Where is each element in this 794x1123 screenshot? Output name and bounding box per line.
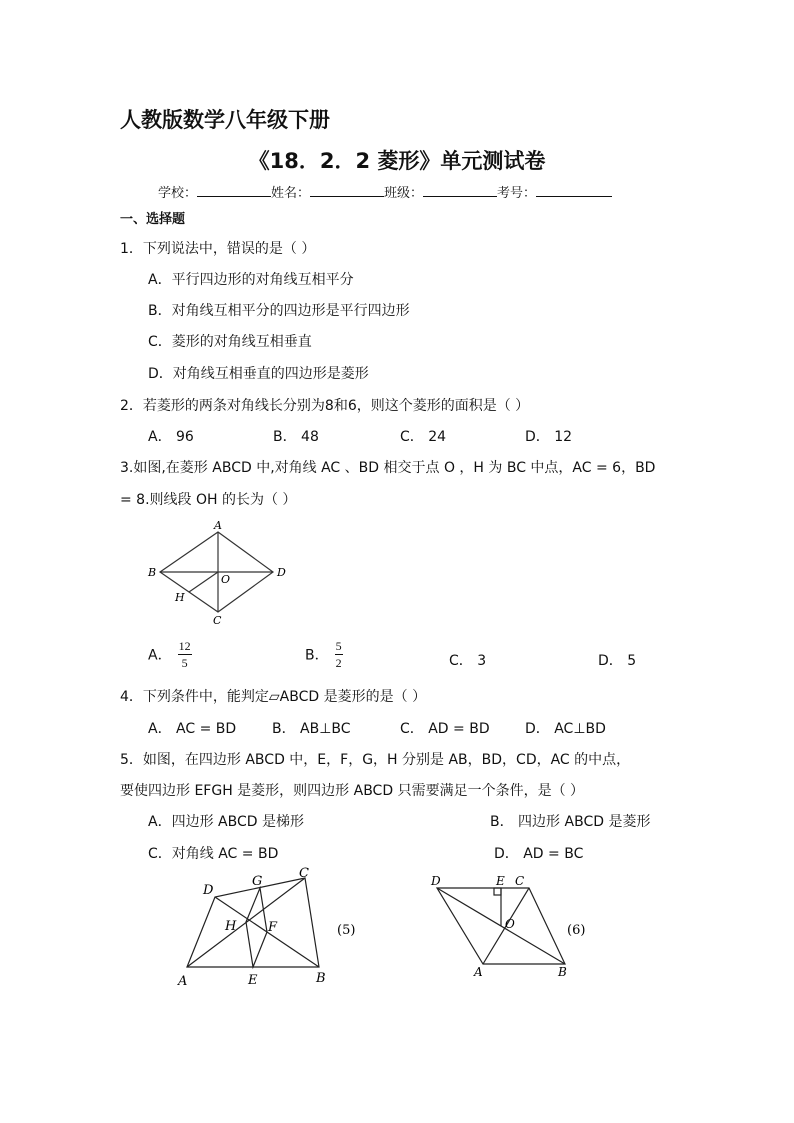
class-label: 班级： <box>384 186 424 201</box>
q3-stem-line1: 3.如图,在菱形 ABCD 中,对角线 AC 、BD 相交于点 O ，H 为 BC 中点，AC = 6，BD <box>120 460 656 476</box>
fig5-label-g: G <box>252 874 263 889</box>
q4-option-d: D． AC⊥BD <box>525 721 606 737</box>
q2-option-a: A． 96 <box>148 429 194 445</box>
fig6-label-c: C <box>515 874 525 888</box>
q1-option-a: A．平行四边形的对角线互相平分 <box>148 272 354 288</box>
q3-segment-oh <box>189 572 218 592</box>
q3-option-b-denominator: 2 <box>335 656 342 670</box>
school-label: 学校： <box>158 186 198 201</box>
fig6-label-a: A <box>474 965 483 979</box>
figure-5-quadrilateral <box>170 864 370 992</box>
q3-figure-rhombus <box>140 515 300 631</box>
q4-option-c: C． AD = BD <box>400 721 490 737</box>
fig5-label-f: F <box>268 920 278 935</box>
exam-no-label: 考号： <box>497 186 537 201</box>
q5-stem-line2: 要使四边形 EFGH 是菱形，则四边形 ABCD 只需要满足一个条件，是（ ） <box>120 783 585 799</box>
q3-option-a-numerator: 12 <box>178 639 191 653</box>
fig6-right-angle-mark <box>494 888 501 895</box>
fig5-label-c: C <box>299 866 309 881</box>
q3-label-b: B <box>148 566 157 579</box>
q4-option-b: B． AB⊥BC <box>272 721 351 737</box>
q2-option-b: B． 48 <box>273 429 319 445</box>
fig5-label-d: D <box>203 883 214 898</box>
student-info-row <box>158 182 612 201</box>
q3-label-h: H <box>175 591 185 604</box>
exam-no-blank <box>536 184 612 197</box>
fig6-label-b: B <box>558 965 567 979</box>
figure-6-rhombus <box>425 872 600 982</box>
q3-option-b-fraction <box>335 640 343 669</box>
q5-stem-line1: 5．如图，在四边形 ABCD 中，E，F，G，H 分别是 AB，BD，CD，AC 的中点， <box>120 752 631 768</box>
fig6-label-d: D <box>431 874 441 888</box>
q1-option-d: D．对角线互相垂直的四边形是菱形 <box>148 366 369 382</box>
fig5-label-a: A <box>178 974 188 989</box>
q3-option-c: C． 3 <box>449 653 487 669</box>
header-title: 人教版数学八年级下册 <box>120 108 330 132</box>
q2-stem: 2．若菱形的两条对角线长分别为8和6，则这个菱形的面积是（ ） <box>120 398 530 414</box>
fig6-label-o: O <box>505 917 515 931</box>
q5-option-b: B． 四边形 ABCD 是菱形 <box>490 814 651 830</box>
name-label: 姓名： <box>271 186 311 201</box>
q3-option-b-numerator: 5 <box>335 639 342 653</box>
q1-option-b: B．对角线互相平分的四边形是平行四边形 <box>148 303 410 319</box>
q3-option-a-fraction <box>178 640 192 669</box>
fig6-caption: (6) <box>567 923 586 938</box>
document-title: 《18．2．2 菱形》单元测试卷 <box>248 149 546 173</box>
q4-stem: 4．下列条件中，能判定▱ABCD 是菱形的是（ ） <box>120 689 427 705</box>
q3-stem-line2: = 8.则线段 OH 的长为（ ） <box>120 492 297 508</box>
q3-label-d: D <box>277 566 286 579</box>
school-blank <box>197 184 271 197</box>
q2-option-c: C． 24 <box>400 429 447 445</box>
fig5-caption: (5) <box>337 923 356 938</box>
fig5-label-b: B <box>316 971 326 986</box>
name-blank <box>310 184 384 197</box>
q3-option-b <box>305 640 343 669</box>
fig5-label-e: E <box>248 973 258 988</box>
q3-option-a-denominator: 5 <box>181 656 188 670</box>
q3-label-a: A <box>214 519 222 532</box>
q2-option-d: D． 12 <box>525 429 573 445</box>
q3-option-a <box>148 640 192 669</box>
q5-option-a: A．四边形 ABCD 是梯形 <box>148 814 304 830</box>
q3-option-a-label: A． <box>148 647 172 664</box>
q3-label-o: O <box>221 573 231 586</box>
fig5-quadrilateral-efgh <box>246 888 267 967</box>
q3-option-d: D． 5 <box>598 653 637 669</box>
class-blank <box>423 184 497 197</box>
q5-option-c: C．对角线 AC = BD <box>148 846 279 862</box>
q4-option-a: A． AC = BD <box>148 721 237 737</box>
q1-option-c: C．菱形的对角线互相垂直 <box>148 334 312 350</box>
section-title: 一、选择题 <box>120 212 186 227</box>
q5-option-d: D． AD = BC <box>494 846 584 862</box>
q3-label-c: C <box>213 614 222 627</box>
fig6-label-e: E <box>496 874 505 888</box>
q3-option-b-label: B． <box>305 647 329 664</box>
fig5-label-h: H <box>225 919 237 934</box>
q1-stem: 1．下列说法中，错误的是（ ） <box>120 241 316 257</box>
